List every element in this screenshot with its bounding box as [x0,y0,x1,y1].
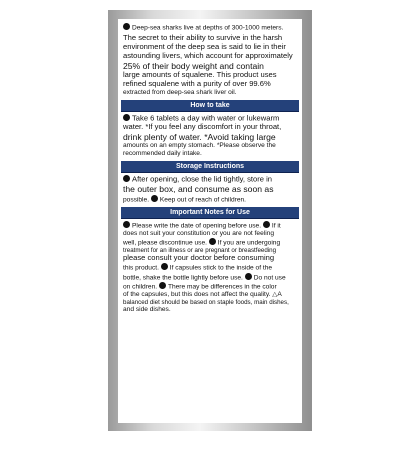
storage-line: possible. [123,196,150,204]
bullet-icon [151,195,158,202]
how-line: water. *If you feel any discomfort in your throat, [123,122,282,132]
notes-heading: Important Notes for Use [121,207,299,219]
how-line: recommended daily intake. [123,150,202,158]
note-line: If you are undergoing [217,239,281,247]
note-line: If capsules stick to the inside of the [169,264,273,272]
bullet-icon [123,175,130,182]
bullet-icon [161,263,168,270]
note-line: balanced diet should be based on staple foods, main dishes, [123,299,289,306]
note-line: and side dishes. [123,306,171,314]
intro-line: 25% of their body weight and contain [123,61,264,72]
how-line: drink plenty of water. *Avoid taking large [123,132,276,143]
note-line: well, please discontinue use. [123,239,207,247]
intro-line: The secret to their ability to survive in the harsh [123,33,283,43]
how-line: amounts on an empty stomach. *Please observe the [123,142,276,150]
intro-section [118,19,302,97]
storage-line: Keep out of reach of children. [159,196,247,204]
intro-line: refined squalene with a purity of over 99.6% [123,79,271,89]
note-line: on children. [123,283,158,291]
how-to-take-section [118,114,302,158]
bullet-icon [245,273,252,280]
storage-heading: Storage Instructions [121,161,299,173]
bullet-icon [123,23,130,30]
intro-line: Deep-sea sharks live at depths of 300-1000 meters. [132,24,284,32]
label-panel [118,19,302,423]
intro-line: large amounts of squalene. This product uses [123,70,277,80]
note-line: this product. [123,264,159,272]
intro-line: environment of the deep sea is said to lie in their [123,42,286,52]
note-line: treatment for an illness or are pregnant or breastfeeding [123,247,277,255]
how-to-take-heading: How to take [121,100,299,112]
note-line: If it [271,222,281,230]
note-line: please consult your doctor before consuming [123,253,275,263]
bullet-icon [123,114,130,121]
note-line: Please write the date of opening before use. [132,222,262,230]
intro-line: extracted from deep-sea shark liver oil. [123,89,237,97]
bullet-icon [123,221,130,228]
storage-line: the outer box, and consume as soon as [123,184,274,195]
note-line: There may be differences in the color [167,283,277,291]
note-line: does not suit your constitution or you are not feeling [123,230,275,238]
storage-line: After opening, close the lid tightly, store in [132,174,272,184]
bullet-icon [209,238,216,245]
note-line: of the capsules, but this does not affect the quality. △A [123,291,282,299]
bullet-icon [159,282,166,289]
intro-line: astounding livers, which account for approximately [123,51,293,61]
note-line: Do not use [253,274,286,282]
bullet-icon [263,221,270,228]
storage-section [118,175,302,204]
how-line: Take 6 tablets a day with water or lukewarm [132,113,280,123]
note-line: bottle, shake the bottle lightly before use. [123,274,243,282]
notes-section [118,221,302,314]
